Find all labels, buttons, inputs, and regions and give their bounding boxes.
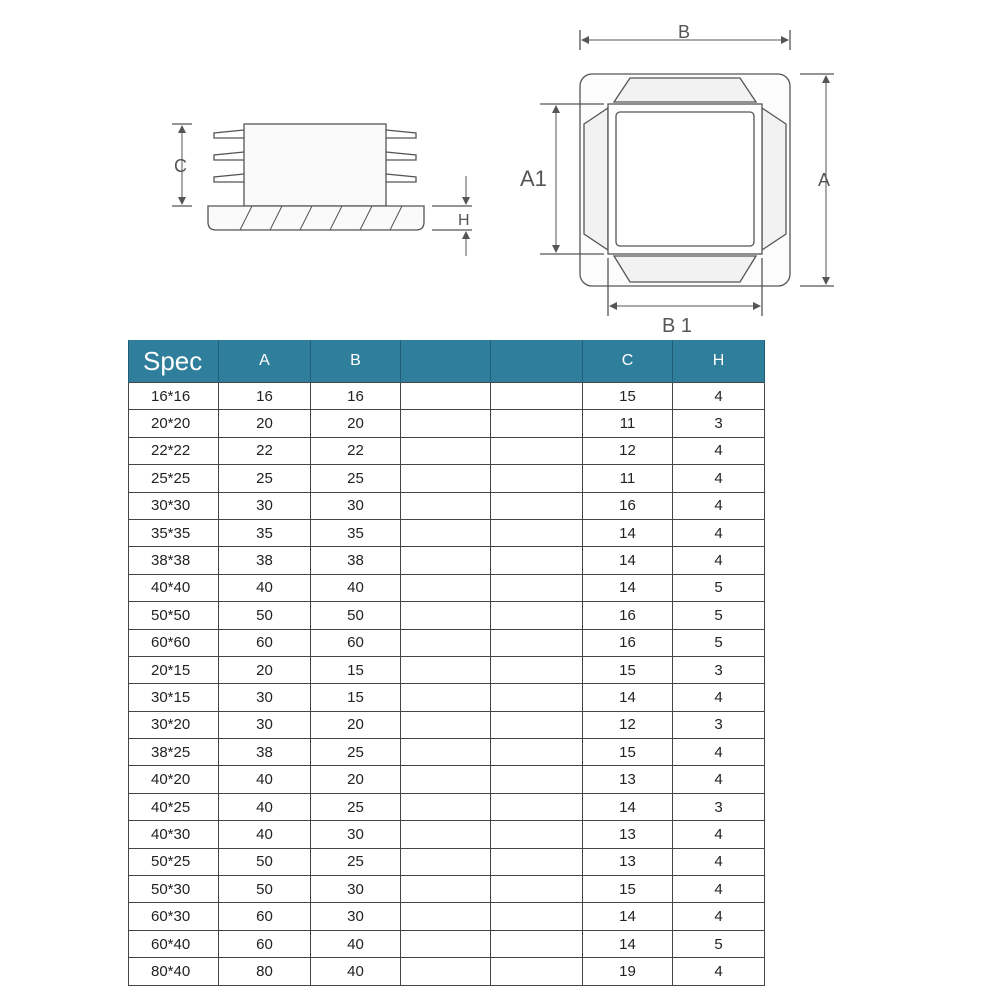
cell-b: 25	[311, 793, 401, 820]
table-row	[129, 903, 765, 930]
cell-spec: 60*30	[129, 903, 219, 930]
cell-blank-2	[491, 930, 583, 957]
cell-blank-2	[491, 848, 583, 875]
cell-spec: 30*20	[129, 711, 219, 738]
dimension-label-h: H	[458, 212, 470, 229]
cell-c: 15	[583, 876, 673, 903]
cell-spec: 38*38	[129, 547, 219, 574]
dimension-label-a: A	[818, 170, 831, 190]
cell-spec: 25*25	[129, 465, 219, 492]
cell-blank-1	[401, 383, 491, 410]
cell-a: 60	[219, 903, 311, 930]
cell-spec: 40*40	[129, 574, 219, 601]
cell-spec: 20*20	[129, 410, 219, 437]
cell-b: 20	[311, 766, 401, 793]
cell-a: 80	[219, 958, 311, 985]
cell-h: 4	[673, 903, 765, 930]
cell-blank-2	[491, 629, 583, 656]
table-row	[129, 766, 765, 793]
cell-b: 50	[311, 602, 401, 629]
cell-b: 15	[311, 684, 401, 711]
table-row	[129, 876, 765, 903]
header-blank-1	[401, 340, 491, 383]
cell-blank-1	[401, 410, 491, 437]
cell-blank-2	[491, 684, 583, 711]
cell-b: 16	[311, 383, 401, 410]
header-blank-2	[491, 340, 583, 383]
header-b: B	[311, 340, 401, 383]
spec-table	[128, 340, 765, 986]
cell-b: 35	[311, 519, 401, 546]
cell-c: 13	[583, 766, 673, 793]
cell-blank-1	[401, 574, 491, 601]
top-view-drawing	[540, 30, 834, 316]
cell-a: 38	[219, 739, 311, 766]
cell-blank-1	[401, 711, 491, 738]
spec-table-body	[129, 383, 765, 986]
cell-blank-2	[491, 547, 583, 574]
header-spec: Spec	[129, 340, 219, 383]
cell-a: 40	[219, 574, 311, 601]
cell-spec: 50*25	[129, 848, 219, 875]
cell-spec: 22*22	[129, 437, 219, 464]
cell-b: 20	[311, 711, 401, 738]
cell-blank-1	[401, 766, 491, 793]
cell-c: 14	[583, 519, 673, 546]
cell-a: 50	[219, 876, 311, 903]
cell-blank-1	[401, 793, 491, 820]
cell-h: 4	[673, 519, 765, 546]
cell-b: 40	[311, 930, 401, 957]
cell-blank-1	[401, 821, 491, 848]
cell-blank-2	[491, 492, 583, 519]
cell-a: 35	[219, 519, 311, 546]
cell-h: 4	[673, 383, 765, 410]
cell-a: 30	[219, 684, 311, 711]
cell-h: 4	[673, 876, 765, 903]
table-row	[129, 958, 765, 985]
cell-h: 4	[673, 437, 765, 464]
table-row	[129, 930, 765, 957]
cell-blank-1	[401, 848, 491, 875]
cell-h: 5	[673, 629, 765, 656]
cell-h: 4	[673, 492, 765, 519]
cell-h: 5	[673, 930, 765, 957]
cell-b: 30	[311, 492, 401, 519]
cell-c: 15	[583, 656, 673, 683]
cell-blank-1	[401, 876, 491, 903]
cell-c: 12	[583, 437, 673, 464]
cell-h: 3	[673, 410, 765, 437]
cell-b: 20	[311, 410, 401, 437]
cell-blank-2	[491, 821, 583, 848]
cell-h: 4	[673, 465, 765, 492]
cell-h: 5	[673, 602, 765, 629]
cell-a: 25	[219, 465, 311, 492]
cell-blank-1	[401, 492, 491, 519]
cell-a: 20	[219, 410, 311, 437]
cell-blank-2	[491, 519, 583, 546]
cell-a: 60	[219, 930, 311, 957]
dimension-label-b: B	[678, 22, 691, 42]
cell-h: 4	[673, 547, 765, 574]
table-row	[129, 383, 765, 410]
cell-blank-2	[491, 739, 583, 766]
cell-c: 14	[583, 547, 673, 574]
cell-b: 60	[311, 629, 401, 656]
cell-b: 38	[311, 547, 401, 574]
cell-blank-2	[491, 876, 583, 903]
header-a: A	[219, 340, 311, 383]
table-row	[129, 793, 765, 820]
cell-c: 16	[583, 602, 673, 629]
cell-b: 30	[311, 821, 401, 848]
cell-h: 4	[673, 848, 765, 875]
cell-spec: 60*60	[129, 629, 219, 656]
cell-spec: 30*30	[129, 492, 219, 519]
cell-blank-1	[401, 739, 491, 766]
cell-h: 3	[673, 656, 765, 683]
cell-h: 4	[673, 958, 765, 985]
cell-blank-2	[491, 602, 583, 629]
cell-c: 13	[583, 848, 673, 875]
cell-b: 25	[311, 465, 401, 492]
cell-blank-2	[491, 903, 583, 930]
cell-spec: 16*16	[129, 383, 219, 410]
cell-c: 16	[583, 492, 673, 519]
cell-a: 20	[219, 656, 311, 683]
cell-a: 40	[219, 766, 311, 793]
cell-spec: 30*15	[129, 684, 219, 711]
cell-spec: 80*40	[129, 958, 219, 985]
table-row	[129, 656, 765, 683]
cell-blank-1	[401, 519, 491, 546]
cell-h: 4	[673, 684, 765, 711]
cell-c: 11	[583, 410, 673, 437]
table-row	[129, 519, 765, 546]
table-row	[129, 410, 765, 437]
cell-c: 14	[583, 903, 673, 930]
cell-a: 38	[219, 547, 311, 574]
cell-blank-1	[401, 958, 491, 985]
cell-c: 16	[583, 629, 673, 656]
cell-c: 13	[583, 821, 673, 848]
cell-blank-1	[401, 656, 491, 683]
cell-spec: 35*35	[129, 519, 219, 546]
table-row	[129, 821, 765, 848]
cell-h: 5	[673, 574, 765, 601]
cell-c: 14	[583, 793, 673, 820]
cell-blank-2	[491, 711, 583, 738]
cell-b: 15	[311, 656, 401, 683]
cell-blank-2	[491, 574, 583, 601]
dimension-label-b1: B 1	[662, 315, 693, 337]
cell-a: 30	[219, 492, 311, 519]
cell-a: 60	[219, 629, 311, 656]
table-row	[129, 711, 765, 738]
dimension-label-c: C	[174, 156, 187, 176]
cell-b: 40	[311, 574, 401, 601]
cell-c: 11	[583, 465, 673, 492]
table-row	[129, 739, 765, 766]
table-row	[129, 684, 765, 711]
cell-b: 40	[311, 958, 401, 985]
table-row	[129, 547, 765, 574]
table-row	[129, 848, 765, 875]
cell-blank-2	[491, 465, 583, 492]
table-row	[129, 492, 765, 519]
cell-a: 50	[219, 848, 311, 875]
header-c: C	[583, 340, 673, 383]
cell-blank-1	[401, 602, 491, 629]
cell-blank-1	[401, 629, 491, 656]
cell-spec: 40*25	[129, 793, 219, 820]
cell-blank-1	[401, 465, 491, 492]
spec-table-header	[129, 340, 765, 383]
cell-b: 30	[311, 903, 401, 930]
dimension-label-a1: A1	[520, 166, 547, 191]
cell-spec: 38*25	[129, 739, 219, 766]
cell-spec: 50*50	[129, 602, 219, 629]
table-row	[129, 465, 765, 492]
cell-blank-2	[491, 766, 583, 793]
table-row	[129, 574, 765, 601]
cell-spec: 40*20	[129, 766, 219, 793]
cell-a: 50	[219, 602, 311, 629]
cell-spec: 20*15	[129, 656, 219, 683]
cell-blank-2	[491, 383, 583, 410]
cell-blank-1	[401, 437, 491, 464]
cell-spec: 50*30	[129, 876, 219, 903]
cell-c: 19	[583, 958, 673, 985]
cell-c: 15	[583, 383, 673, 410]
cell-h: 4	[673, 739, 765, 766]
cell-blank-1	[401, 684, 491, 711]
cell-spec: 40*30	[129, 821, 219, 848]
cell-h: 3	[673, 711, 765, 738]
cell-blank-2	[491, 437, 583, 464]
cell-blank-1	[401, 547, 491, 574]
technical-drawings	[0, 0, 1000, 340]
cell-a: 30	[219, 711, 311, 738]
cell-c: 14	[583, 574, 673, 601]
cell-h: 3	[673, 793, 765, 820]
table-row	[129, 437, 765, 464]
cell-blank-2	[491, 958, 583, 985]
cell-c: 14	[583, 930, 673, 957]
header-h: H	[673, 340, 765, 383]
table-row	[129, 602, 765, 629]
cell-c: 14	[583, 684, 673, 711]
cell-h: 4	[673, 766, 765, 793]
cell-spec: 60*40	[129, 930, 219, 957]
cell-h: 4	[673, 821, 765, 848]
cell-b: 25	[311, 739, 401, 766]
side-view-drawing	[172, 124, 472, 256]
cell-b: 22	[311, 437, 401, 464]
cell-blank-1	[401, 930, 491, 957]
cell-blank-2	[491, 656, 583, 683]
cell-blank-1	[401, 903, 491, 930]
cell-a: 16	[219, 383, 311, 410]
cell-blank-2	[491, 410, 583, 437]
cell-c: 15	[583, 739, 673, 766]
cell-c: 12	[583, 711, 673, 738]
cell-a: 22	[219, 437, 311, 464]
cell-b: 30	[311, 876, 401, 903]
cell-a: 40	[219, 793, 311, 820]
cell-a: 40	[219, 821, 311, 848]
cell-blank-2	[491, 793, 583, 820]
table-row	[129, 629, 765, 656]
cell-b: 25	[311, 848, 401, 875]
